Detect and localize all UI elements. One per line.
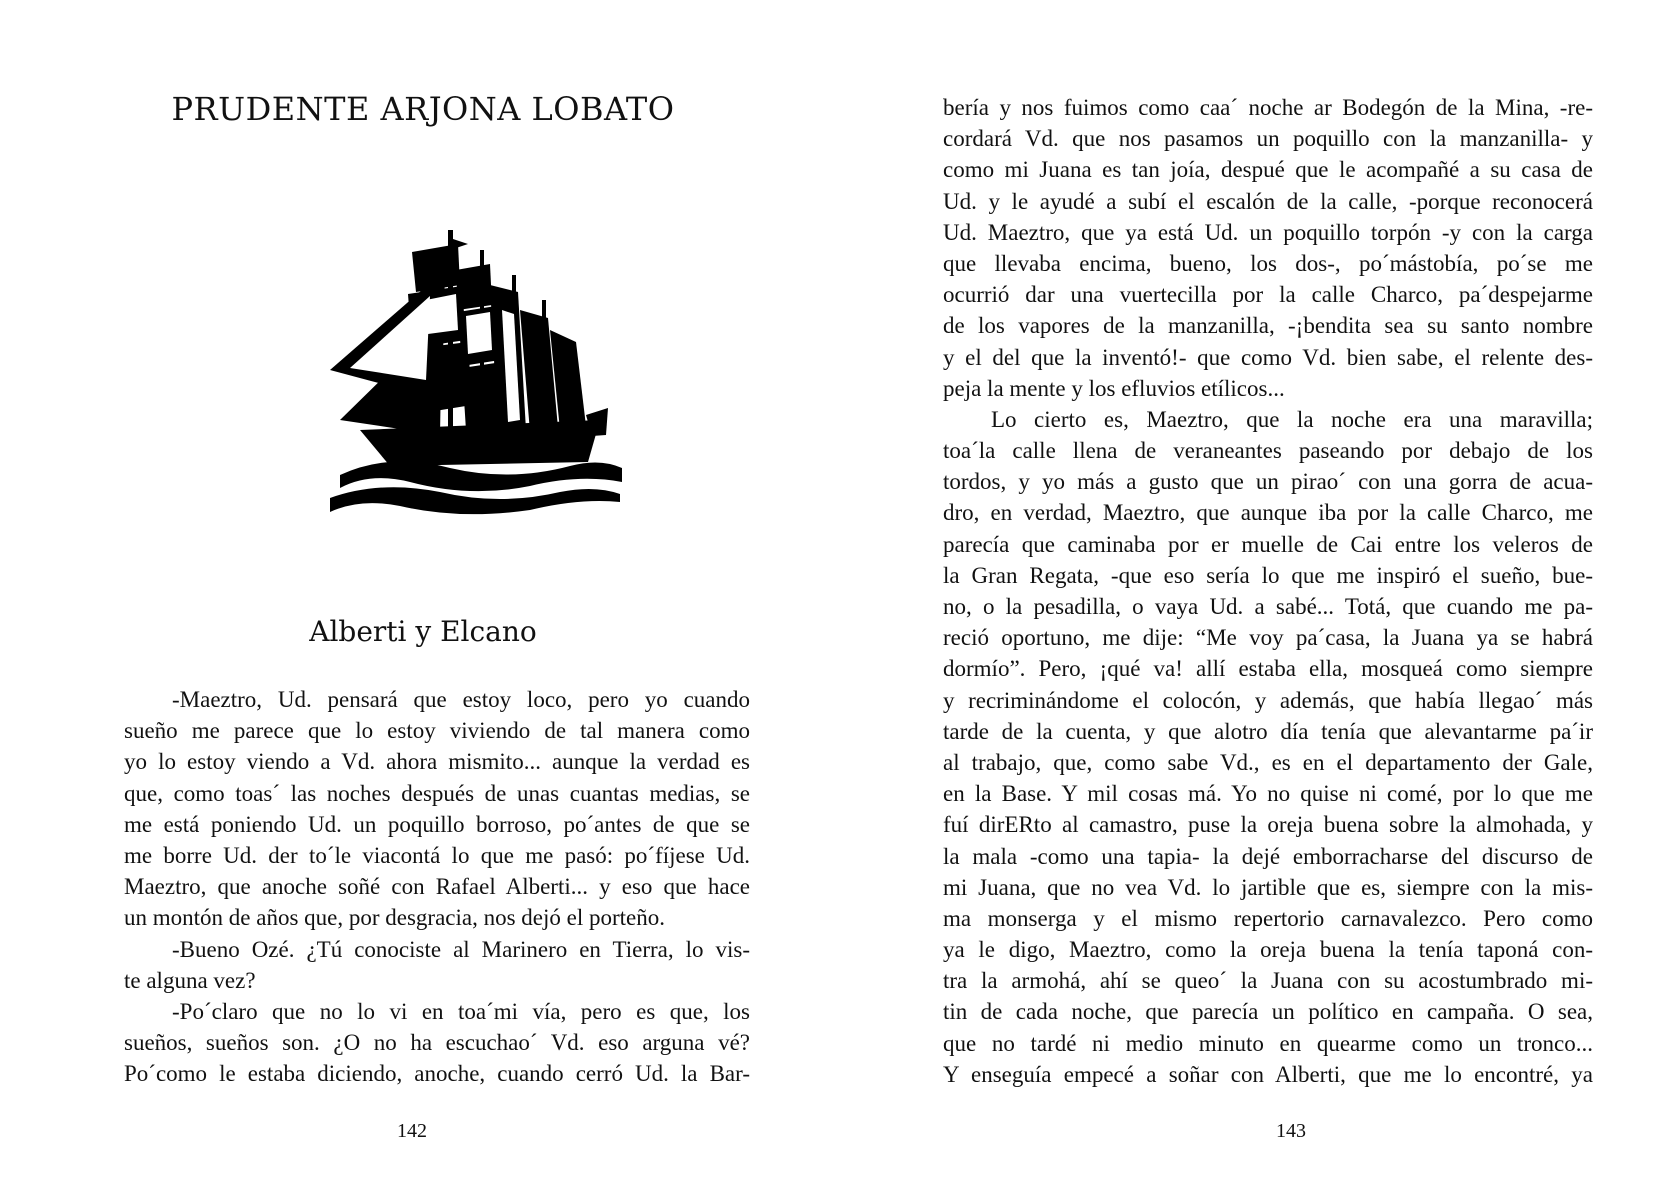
text-line: ocurrió dar una vuertecilla por la calle Charco, pa´despejarme (943, 282, 1593, 308)
text-line: de los vapores de la manzanilla, -¡bendita sea su santo nombre (943, 313, 1593, 339)
text-line: la mala -como una tapia- la dejé emborracharse del discurso de (943, 843, 1593, 869)
text-line: toa´la calle llena de veraneantes paseando por debajo de los (943, 438, 1593, 464)
text-line: sueños, sueños son. ¿O no ha escuchao´ Vd. eso arguna vé? (124, 1030, 750, 1056)
text-line: que no tardé ni medio minuto en quearme como un tronco... (943, 1030, 1593, 1056)
text-line: que, como toas´ las noches después de unas cuantas medias, se (124, 780, 750, 806)
text-line: no, o la pesadilla, o vaya Ud. a sabé... Totá, que cuando me pa- (943, 594, 1593, 619)
text-line: un montón de años que, por desgracia, nos dejó el porteño. (124, 905, 666, 931)
text-line: Ud. y le ayudé a subí el escalón de la calle, -porque reconocerá (943, 188, 1593, 214)
page-number: 143 (1276, 1120, 1306, 1142)
text-line: bería y nos fuimos como caa´ noche ar Bodegón de la Mina, -re- (943, 95, 1593, 120)
text-line: tra la armohá, ahí se queo´ la Juana con su acostumbrado mi- (943, 968, 1593, 994)
text-line: ya le digo, Maeztro, como la oreja buena la tenía taponá con- (943, 937, 1593, 963)
text-line: peja la mente y los efluvios etílicos... (943, 375, 1285, 401)
text-line: Y enseguía empecé a soñar con Alberti, que me lo encontré, ya (943, 1061, 1593, 1087)
text-line: Ud. Maeztro, que ya está Ud. un poquillo torpón -y con la carga (943, 219, 1593, 245)
sailing-ship-icon (330, 230, 630, 520)
text-line: -Bueno Ozé. ¿Tú conociste al Marinero en Tierra, lo vis- (172, 936, 750, 962)
text-line: como mi Juana es tan joía, despué que le acompañé a su casa de (943, 157, 1593, 183)
text-line: cordará Vd. que nos pasamos un poquillo con la manzanilla- y (943, 126, 1593, 152)
left-page-body (124, 684, 750, 1089)
text-line: tarde de la cuenta, y que alotro día tenía que alevantarme pa´ir (943, 718, 1593, 744)
text-line: me está poniendo Ud. un poquillo borroso, po´antes de que se (124, 811, 750, 837)
text-line: yo lo estoy viendo a Vd. ahora mismito... aunque la verdad es (124, 749, 750, 775)
text-line: parecía que caminaba por er muelle de Cai entre los veleros de (943, 531, 1593, 557)
text-line: -Maeztro, Ud. pensará que estoy loco, pero yo cuando (172, 687, 750, 712)
text-line: -Po´claro que no lo vi en toa´mi vía, pero es que, los (172, 998, 750, 1024)
text-line: tordos, y yo más a gusto que un pirao´ con una gorra de acua- (943, 469, 1593, 495)
text-line: la Gran Regata, -que eso sería lo que me inspiró el sueño, bue- (943, 562, 1593, 588)
text-line: y recriminándome el colocón, y además, que había llegao´ más (943, 687, 1593, 713)
text-line: en la Base. Y mil cosas má. Yo no quise ni comé, por lo que me (943, 781, 1593, 807)
text-line: sueño me parece que lo estoy viviendo de tal manera como (124, 718, 750, 744)
text-line: Lo cierto es, Maeztro, que la noche era una maravilla; (991, 406, 1593, 432)
text-line: ma monserga y el mismo repertorio carnavalezco. Pero como (943, 905, 1593, 931)
chapter-title: Alberti y Elcano (309, 615, 537, 648)
text-line: te alguna vez? (124, 967, 256, 993)
text-line: dro, en verdad, Maeztro, que aunque iba por la calle Charco, me (943, 500, 1593, 526)
text-line: mi Juana, que no vea Vd. lo jartible que es, siempre con la mis- (943, 874, 1593, 900)
text-line: reció oportuno, me dije: “Me voy pa´casa, la Juana ya se habrá (943, 625, 1593, 651)
page-number: 142 (397, 1120, 427, 1142)
text-line: me borre Ud. der to´le viacontá lo que me pasó: po´fíjese Ud. (124, 842, 750, 868)
text-line: que llevaba encima, bueno, los dos-, po´mástobía, po´se me (943, 250, 1593, 276)
right-page (839, 0, 1678, 1191)
text-line: fuí dirERto al camastro, puse la oreja buena sobre la almohada, y (943, 812, 1593, 838)
text-line: al trabajo, que, como sabe Vd., es en el departamento der Gale, (943, 749, 1593, 775)
right-page-body (943, 92, 1593, 1090)
text-line: Maeztro, que anoche soñé con Rafael Alberti... y eso que hace (124, 874, 750, 900)
text-line: Po´como le estaba diciendo, anoche, cuando cerró Ud. la Bar- (124, 1061, 750, 1087)
text-line: dormío”. Pero, ¡qué va! allí estaba ella, mosqueá como siempre (943, 656, 1593, 682)
running-header: PRUDENTE ARJONA LOBATO (171, 90, 675, 128)
text-line: y el del que la inventó!- que como Vd. bien sabe, el relente des- (943, 344, 1593, 370)
text-line: tin de cada noche, que parecía un político en campaña. O sea, (943, 999, 1593, 1025)
